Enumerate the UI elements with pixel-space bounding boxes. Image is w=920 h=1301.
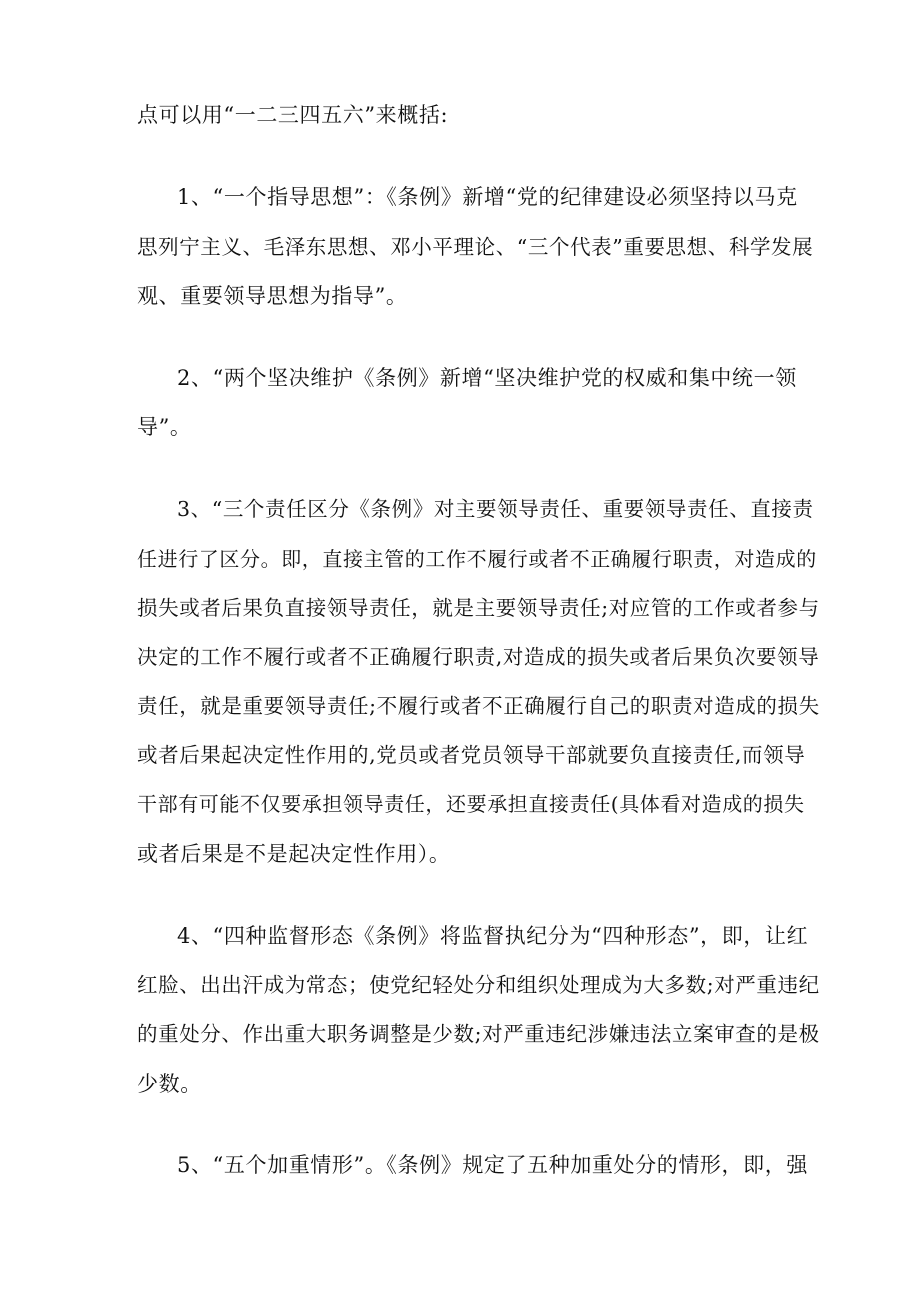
item-4-line-3: 的重处分、作出重大职务调整是少数;对严重违纪涉嫌违法立案审查的是极	[137, 1022, 820, 1046]
item-3-line-2: 任进行了区分。即，直接主管的工作不履行或者不正确履行职责，对造成的	[137, 547, 817, 571]
item-3-line-7: 干部有可能不仅要承担领导责任，还要承担直接责任(具体看对造成的损失	[137, 792, 805, 816]
item-3-line-6: 或者后果起决定性作用的,党员或者党员领导干部就要负直接责任,而领导	[137, 743, 806, 767]
item-4-line-4: 少数。	[137, 1072, 202, 1096]
item-3-line-1: 3、“三个责任区分《条例》对主要领导责任、重要领导责任、直接责	[177, 497, 814, 521]
item-4-line-1: 4、“四种监督形态《条例》将监督执纪分为“四种形态”，即，让红	[177, 924, 809, 948]
item-3-line-3: 损失或者后果负直接领导责任，就是主要领导责任;对应管的工作或者参与	[137, 596, 820, 620]
item-1-line-1: 1、“一个指导思想”：《条例》新增“党的纪律建设必须坚持以马克	[177, 185, 798, 209]
item-1-line-2: 思列宁主义、毛泽东思想、邓小平理论、“三个代表”重要思想、科学发展	[137, 235, 814, 259]
item-1-line-3: 观、重要领导思想为指导”。	[137, 284, 408, 308]
item-5-line-1: 5、“五个加重情形”。《条例》规定了五种加重处分的情形，即，强	[177, 1153, 808, 1177]
item-3-line-5: 责任，就是重要领导责任;不履行或者不正确履行自己的职责对造成的损失	[137, 694, 820, 718]
item-3-line-8: 或者后果是不是起决定性作用）。	[137, 842, 451, 866]
intro-line: 点可以用“一二三四五六”来概括:	[137, 103, 449, 127]
item-2-line-1: 2、“两个坚决维护《条例》新增“坚决维护党的权威和集中统一领	[177, 366, 797, 390]
item-2-line-2: 导”。	[137, 415, 192, 439]
item-4-line-2: 红脸、出出汗成为常态；使党纪轻处分和组织处理成为大多数;对严重违纪	[137, 973, 820, 997]
item-3-line-4: 决定的工作不履行或者不正确履行职责,对造成的损失或者后果负次要领导	[137, 645, 820, 669]
